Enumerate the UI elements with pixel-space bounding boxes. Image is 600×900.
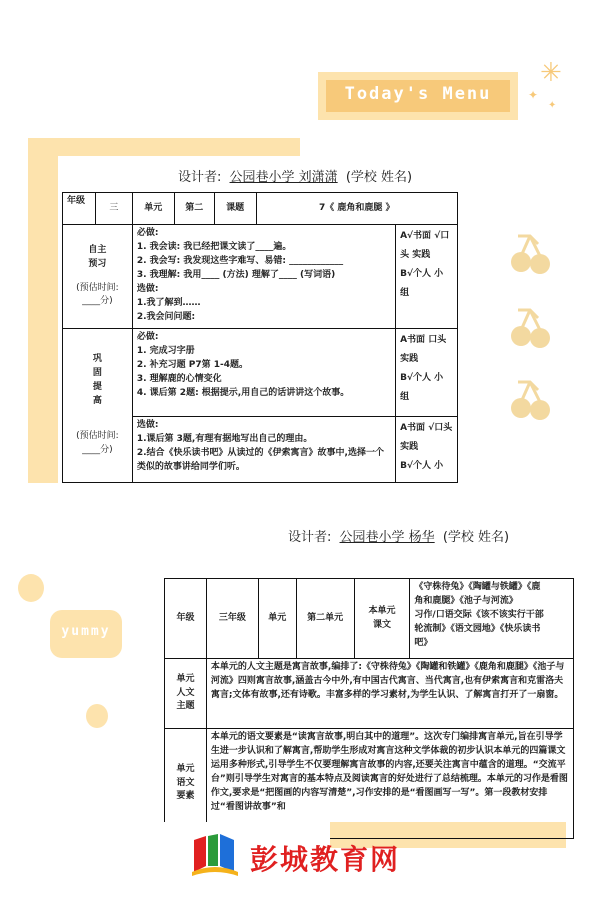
section-line: 自主 [88, 244, 107, 255]
time-estimate: ____分) [82, 445, 113, 456]
text-line: 《守株待兔》《陶罐与铁罐》《鹿 [414, 582, 541, 592]
time-estimate: ____分) [82, 296, 113, 307]
deco-band-left [28, 138, 58, 483]
form-line: A√书面 √口 [400, 231, 450, 241]
task-item: 1.我了解到…… [136, 297, 201, 308]
grade-value: 三 [95, 193, 132, 225]
text-line: 吧》 [414, 637, 433, 648]
label-line: 单元 [176, 673, 195, 684]
form-line: 组 [400, 391, 410, 402]
time-estimate: (预估时间: [76, 282, 119, 293]
label-line: 语文 [176, 777, 195, 788]
theme-label [165, 659, 207, 729]
preview-tasks [132, 225, 395, 329]
task-item: 3. 理解鹿的心情变化 [136, 373, 222, 384]
sheet1-cutoff [56, 484, 466, 514]
task-item: 2. 补充习题 P7第 1-4题。 [136, 359, 249, 370]
sheet1-designer [178, 166, 412, 185]
text-line: 习作/口语交际《该不该实行干部 [414, 609, 544, 620]
label-line: 本单元 [368, 605, 396, 616]
strawberry-icon [18, 574, 44, 602]
form-line: 头 实践 [400, 249, 431, 260]
time-estimate: (预估时间: [76, 431, 119, 442]
strawberry-icon [86, 704, 108, 728]
unit-value: 第二单元 [296, 579, 354, 659]
consolidate-section [63, 329, 133, 483]
form-line: B√个人 小 [400, 268, 444, 279]
form-line: B√个人 小 [400, 372, 444, 383]
sheet2-table [164, 578, 574, 839]
task-item: 2.结合《快乐读书吧》从读过的《伊索寓言》故事中,选择一个类似的故事讲给同学们听。 [136, 447, 384, 472]
designer-prefix: 设计者: [178, 170, 222, 185]
cherry-icon [508, 306, 554, 352]
task-item: 2. 我会写: 我发现这些字难写、易错: ____________ [136, 255, 344, 266]
form-line: A书面 口头 [400, 335, 447, 345]
designer-prefix: 设计者: [288, 530, 332, 545]
deco-band-top [28, 138, 300, 156]
task-item: 1.课后第 3题,有理有据地写出自己的理由。 [136, 433, 313, 444]
form-line: A书面 √口头 [400, 423, 453, 433]
book-logo-icon [188, 832, 242, 878]
section-line: 高 [92, 395, 102, 406]
task-item: 1. 我会读: 我已经把课文读了____遍。 [136, 241, 292, 252]
sheet2-designer [288, 526, 509, 545]
cherry-icon [508, 378, 554, 424]
logo-text: 彭城教育网 [250, 843, 401, 876]
task-item: 2.我会问问题: [136, 311, 196, 322]
sparkle-small-icon: ✦ [528, 88, 539, 102]
designer-suffix: (学校 姓名) [442, 530, 510, 545]
task-item: 1. 完成习字册 [136, 345, 195, 356]
form-line: 组 [400, 287, 410, 298]
opt-title: 选做: [136, 420, 159, 430]
cherry-icon [508, 232, 554, 278]
grade-label: 年级 [165, 579, 207, 659]
form-line: 实践 [400, 441, 419, 452]
label-line: 要素 [176, 791, 195, 802]
preview-form [396, 225, 458, 329]
grade-label: 年级 [63, 193, 96, 225]
task-item: 4. 课后第 2题: 根据提示,用自己的话讲讲这个故事。 [136, 387, 350, 398]
must-title: 必做: [136, 332, 159, 342]
texts-label [354, 579, 410, 659]
grade-value: 三年级 [206, 579, 258, 659]
designer-name: 公园巷小学 杨华 [339, 530, 435, 545]
section-line: 提 [92, 381, 102, 392]
unit-label: 单元 [258, 579, 296, 659]
label-line: 单元 [176, 763, 195, 774]
label-line: 主题 [176, 701, 195, 712]
menu-label: Today's Menu [344, 84, 492, 104]
optional-form [396, 417, 458, 483]
sparkle-icon: ✳ [540, 58, 562, 88]
task-item: 3. 我理解: 我用____ (方法) 理解了____ (写词语) [136, 269, 336, 280]
language-text: 本单元的语文要素是“读寓言故事,明白其中的道理”。这次专门编排寓言单元,旨在引导学生进一步认识和了解寓言,帮助学生形成对寓言这种文学体裁的初步认识本单元的四篇课文运用多种形式,引导学生不仅要理解寓言故事的内容,还要关注寓言中蕴含的道理。“交流平台”则引导学生对寓言的基本特点及阅读寓言的好处进行了总结梳理。本单元的习作是看图作文,要求是“把图画的内容写清楚”,习作安排的是“看图画写一写”。第一段教材安排过“看图讲故事”和 [206, 729, 573, 839]
theme-text: 本单元的人文主题是寓言故事,编排了:《守株待兔》《陶罐和铁罐》《鹿角和鹿腿》《池子与河流》四则寓言故事,涵盖古今中外,有中国古代寓言、当代寓言,也有伊索寓言和克雷洛夫寓言;文体有故事,还有诗歌。丰富多样的学习素材,为学生认识、了解寓言打开了一扇窗。 [206, 659, 573, 729]
preview-section [63, 225, 133, 329]
label-line: 课文 [372, 619, 391, 630]
site-logo[interactable] [188, 832, 418, 880]
yummy-label: yummy [61, 624, 111, 639]
label-line: 人文 [176, 687, 195, 698]
consolidate-form [396, 329, 458, 417]
section-line: 预习 [88, 258, 107, 269]
optional-tasks [132, 417, 395, 483]
sparkle-small-icon: ✦ [548, 100, 557, 111]
text-line: 角和鹿腿》《池子与河流》 [414, 595, 518, 606]
sheet1-table [62, 192, 458, 483]
opt-title: 选做: [136, 283, 159, 294]
unit-label: 单元 [132, 193, 174, 225]
texts-list [410, 579, 574, 659]
designer-name: 公园巷小学 刘潇潇 [229, 170, 338, 185]
designer-suffix: (学校 姓名) [345, 170, 413, 185]
section-line: 固 [92, 367, 102, 378]
consolidate-tasks [132, 329, 395, 417]
lesson-label: 课题 [214, 193, 256, 225]
form-line: 实践 [400, 353, 419, 364]
form-line: B√个人 小 [400, 460, 444, 471]
section-line: 巩 [92, 353, 102, 364]
lesson-value: 7《 鹿角和鹿腿 》 [256, 193, 457, 225]
text-line: 轮流制》《语文园地》《快乐读书 [414, 623, 541, 634]
unit-value: 第二 [174, 193, 214, 225]
must-title: 必做: [136, 228, 159, 238]
